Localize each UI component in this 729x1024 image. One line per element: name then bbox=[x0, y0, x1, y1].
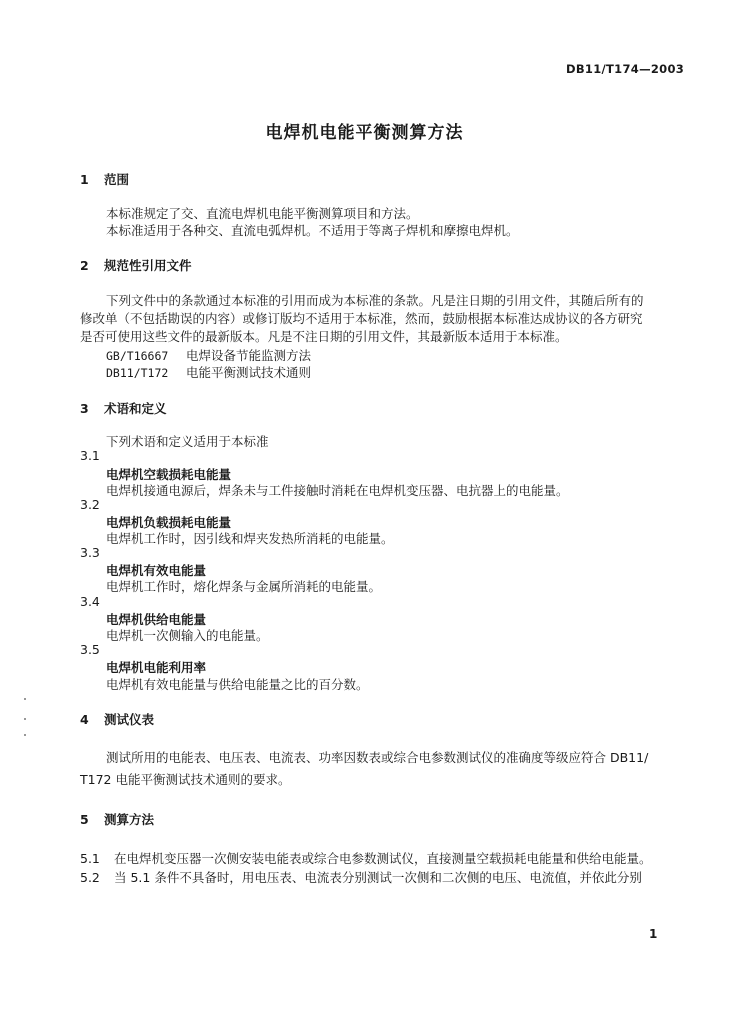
clause-number: 3.3 bbox=[80, 545, 100, 560]
section-number: 3 bbox=[80, 401, 89, 416]
section-number: 1 bbox=[80, 172, 89, 187]
reference-code: GB/T16667 bbox=[106, 349, 169, 363]
term-definition: 电焊机有效电能量与供给电能量之比的百分数。 bbox=[106, 677, 369, 692]
paragraph-line: 测试所用的电能表、电压表、电流表、功率因数表或综合电参数测试仪的准确度等级应符合 DB11/ bbox=[106, 750, 649, 765]
term-title: 电焊机供给电能量 bbox=[106, 612, 207, 627]
term-definition: 电焊机接通电源后，焊条未与工件接触时消耗在电焊机变压器、电抗器上的电能量。 bbox=[106, 483, 569, 498]
section-1-heading bbox=[80, 170, 129, 188]
term-title: 电焊机空载损耗电能量 bbox=[106, 467, 232, 482]
section-5-heading bbox=[80, 810, 154, 828]
reference-item bbox=[106, 346, 311, 364]
scan-speck bbox=[24, 698, 26, 700]
paragraph: 本标准适用于各种交、直流电弧焊机。不适用于等离子焊机和摩擦电焊机。 bbox=[106, 223, 519, 238]
clause-text: 在电焊机变压器一次侧安装电能表或综合电参数测试仪，直接测量空载损耗电能量和供给电能量。 bbox=[114, 851, 652, 866]
term-title: 电焊机电能利用率 bbox=[106, 660, 207, 675]
scan-speck bbox=[24, 734, 26, 736]
clause-number: 5.2 bbox=[80, 870, 100, 885]
clause-item bbox=[80, 868, 642, 886]
section-number: 2 bbox=[80, 258, 89, 273]
reference-name: 电焊设备节能监测方法 bbox=[186, 348, 312, 363]
standard-code: DB11/T174—2003 bbox=[566, 62, 685, 76]
section-number: 4 bbox=[80, 712, 89, 727]
section-title: 测试仪表 bbox=[104, 712, 155, 727]
paragraph-line: 下列文件中的条款通过本标准的引用而成为本标准的条款。凡是注日期的引用文件，其随后所有的 bbox=[106, 293, 644, 308]
term-title: 电焊机有效电能量 bbox=[106, 563, 207, 578]
term-definition: 电焊机工作时，因引线和焊夹发热所消耗的电能量。 bbox=[106, 531, 394, 546]
paragraph: 本标准规定了交、直流电焊机电能平衡测算项目和方法。 bbox=[106, 206, 419, 221]
scan-speck bbox=[24, 718, 26, 720]
paragraph: 下列术语和定义适用于本标准 bbox=[106, 434, 269, 449]
clause-text: 当 5.1 条件不具备时，用电压表、电流表分别测试一次侧和二次侧的电压、电流值，并依此分别 bbox=[114, 870, 642, 885]
reference-name: 电能平衡测试技术通则 bbox=[186, 365, 312, 380]
clause-item bbox=[80, 849, 652, 867]
clause-number: 5.1 bbox=[80, 851, 100, 866]
section-4-heading bbox=[80, 710, 154, 728]
section-title: 规范性引用文件 bbox=[104, 258, 192, 273]
section-title: 范围 bbox=[104, 172, 130, 187]
section-3-heading bbox=[80, 399, 167, 417]
clause-number: 3.4 bbox=[80, 594, 100, 609]
clause-number: 3.5 bbox=[80, 642, 100, 657]
clause-number: 3.2 bbox=[80, 497, 100, 512]
clause-number: 3.1 bbox=[80, 448, 100, 463]
paragraph-line: T172 电能平衡测试技术通则的要求。 bbox=[80, 772, 291, 787]
reference-code: DB11/T172 bbox=[106, 366, 169, 380]
page-number: 1 bbox=[649, 927, 658, 941]
section-title: 测算方法 bbox=[104, 812, 155, 827]
section-title: 术语和定义 bbox=[104, 401, 167, 416]
paragraph-line: 修改单（不包括勘误的内容）或修订版均不适用于本标准，然而，鼓励根据本标准达成协议的各方研究 bbox=[80, 311, 643, 326]
paragraph-line: 是否可使用这些文件的最新版本。凡是不注日期的引用文件，其最新版本适用于本标准。 bbox=[80, 329, 568, 344]
section-2-heading bbox=[80, 256, 192, 274]
term-title: 电焊机负载损耗电能量 bbox=[106, 515, 232, 530]
document-title: 电焊机电能平衡测算方法 bbox=[265, 123, 464, 143]
term-definition: 电焊机工作时，熔化焊条与金属所消耗的电能量。 bbox=[106, 579, 382, 594]
section-number: 5 bbox=[80, 812, 89, 827]
reference-item bbox=[106, 363, 311, 381]
term-definition: 电焊机一次侧输入的电能量。 bbox=[106, 628, 269, 643]
